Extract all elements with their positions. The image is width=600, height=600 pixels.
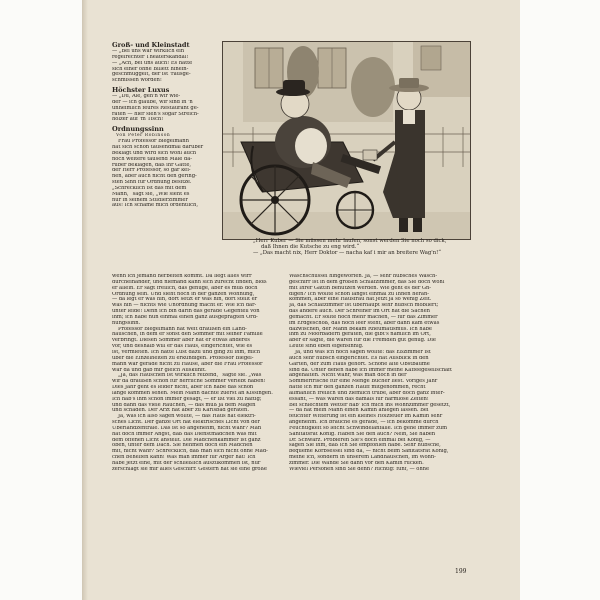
text-line: Professor Biegelmann hat weit draußen ein Land- bbox=[118, 326, 247, 332]
text-line: sich einer ohne Billett hinein- bbox=[112, 66, 189, 72]
text-line: Feuchtigkeit so leicht Schwindelanfälle. Ich gehe immer zum bbox=[289, 425, 448, 431]
text-line: auch sehr hübsch eingerichtet. Es hat Ausblick in den bbox=[289, 355, 429, 361]
section-ordnungssinn bbox=[112, 125, 215, 209]
text-line: bequeme Korbsessel sind da, — nicht beim Sanitätsrat König, bbox=[289, 449, 449, 455]
text-line: Waschschüssel hingeworfen. Ja, — sehr hübsches Wasch- bbox=[289, 274, 438, 279]
text-line: — da legt er was hin, dort setzt er was hin, dort stellt er bbox=[112, 297, 258, 303]
caption-line: „Herr Kuber — Sie müssen mehr laufen, sonst werden Sie noch so dick, bbox=[253, 238, 447, 244]
text-line: Bei schlechtem Wetter hab' ich mich ins Wohnzimmer gesetzt, bbox=[289, 402, 451, 408]
text-line: noch weitere tausend Male da- bbox=[112, 156, 192, 162]
text-line: er allein. Er sagt freilich, das genüge, aber es muß doch bbox=[112, 285, 258, 291]
text-line: der Herr Professor, so gar kei- bbox=[112, 168, 191, 174]
text-line: meine ich, sondern in unserem Landhäuschen, im Wohn- bbox=[289, 455, 436, 461]
right-column bbox=[289, 274, 467, 473]
section-heading: Ordnungssinn bbox=[112, 125, 164, 134]
section-gross-und-kleinstadt bbox=[112, 41, 215, 84]
text-line: mann war gerade nicht zu Hause, aber die Frau Professor bbox=[112, 361, 263, 367]
text-line: Ja, und was ich noch sagen wollte: das Eßzimmer ist bbox=[295, 349, 431, 355]
page-number: 199 bbox=[455, 568, 467, 575]
text-line: über die Einzelheiten zu erkundigen. Professor Biegel- bbox=[112, 355, 254, 361]
text-line: ihm zu Moorbädern geraten, die gibt's nämlich im Ort, bbox=[289, 332, 431, 338]
text-line: sind da. Unter denen habe ich immer meine Kaffeegesellschaft bbox=[289, 367, 452, 373]
text-line: beklagt und wird sich wohl auch bbox=[112, 150, 197, 156]
text-line: Dies Jahr geht es leider nicht, aber ich habe das schon bbox=[112, 385, 254, 391]
text-line: dem offenen Licht anstellt. Die Mädchenkammer ist ganz bbox=[112, 437, 261, 443]
text-line: hat sich schon tausendmal darüber bbox=[112, 144, 204, 150]
text-line: ihm; ich habe nun einmal einen ganz ausgeprägten Ord- bbox=[112, 314, 258, 320]
text-line: kommen, aber eine Hausfrau hat jetzt ja so wenig Zeit. bbox=[289, 297, 432, 303]
text-line: Ordnung sein. Und sieht noch in der ganzen Wohnung, bbox=[112, 291, 255, 297]
text-line: schmissen worden!“ bbox=[112, 78, 165, 84]
text-line: hat doch immer Angst, daß das Dienstmädchen was mit bbox=[112, 431, 257, 437]
text-line: nur in seinem Studierzimmer bbox=[112, 197, 188, 203]
section-body bbox=[112, 49, 215, 84]
text-line: oben, unter dem Dach. Sie nehmen doch ein Mädchen bbox=[112, 443, 253, 449]
text-line: „Schrecklich ist das mit dem bbox=[112, 185, 187, 191]
text-line: durcheinander, und niemand kann sich zurecht finden, bloß bbox=[112, 279, 267, 285]
left-column-lower bbox=[112, 274, 280, 473]
text-line: vor, und deshalb will er das Haus, eingerichtet, wie es bbox=[112, 344, 253, 350]
caption-line: — „Das macht nix, Herr Doktor — nacha kaf i mir an breitere Wag'n!“ bbox=[253, 250, 441, 256]
text-line: Garten, der zum Haus gehört. Schöne alte Obstbäume bbox=[289, 361, 430, 367]
text-line: mit Ihrer Gattin benützen werden. Wie geht es der Gn- bbox=[289, 285, 431, 291]
text-line: wir da draußen schon für herrliche Sommer verlebt haben! bbox=[112, 379, 266, 385]
text-line: rüber beklagen, daß ihr Gatte, bbox=[112, 162, 191, 168]
illustration-caption bbox=[253, 238, 471, 256]
illustration-carriage-scene bbox=[222, 41, 471, 240]
text-line: Ja, das Schlafzimmer ist überhaupt sehr hübsch möbliert; bbox=[289, 303, 439, 309]
text-line: ist, vermieten. Ich hatte Lust dazu und ging zu ihm, mich bbox=[112, 349, 261, 355]
text-line: raten — hier sieh's sogar Streich- bbox=[112, 111, 199, 117]
text-line: Ich hab's ihm schon immer gesagt, — er ißt viel zu haftig; bbox=[112, 396, 262, 402]
caption-line: daß Ihnen die Kutsche zu eng wird.“ bbox=[261, 244, 360, 250]
text-line: sches Licht. Der ganze Ort hat elektrisches Licht von der bbox=[112, 420, 260, 426]
text-line: digen? Ich wollte schon längst einmal zu Ihnen heran- bbox=[289, 291, 429, 297]
text-line: gemacht. Er sollte noch mehr machen, — für das Zimmer bbox=[289, 314, 438, 320]
text-line: Mann,“ sagt sie, „Wie sieht es bbox=[112, 191, 190, 197]
text-line: zimmer. Die Wände Sie dann vor den Kamin rücken. bbox=[289, 461, 424, 466]
text-line: sten Sinn für Ordnung besitze. bbox=[112, 180, 192, 186]
text-line: Ja, was ich also sagen wollte, — das Haus hat elektri- bbox=[118, 414, 256, 420]
text-line: Dr. Schwarz. Probieren Sie's doch einmal bei König, — bbox=[289, 437, 431, 443]
text-line: geschirr ist in dem großen Schlafzimmer, das Sie doch wohl bbox=[289, 279, 445, 285]
text-line: chen behelfen kann! Was man immer für Ärger hat! Ich bbox=[112, 455, 256, 461]
text-line: unheimlich feures Restaurant ge- bbox=[112, 105, 199, 111]
text-line: — „Ach, bei uns auch! Es hatte bbox=[112, 60, 193, 66]
left-column-upper bbox=[112, 41, 215, 209]
text-line: nen, aber auch nicht den gering- bbox=[112, 174, 197, 180]
text-line: — „Du, Ale, geh'n wir wie- bbox=[112, 94, 181, 100]
text-line: nungssinn.“ bbox=[112, 320, 143, 326]
text-line: verbringt. Diesen Sommer aber hat er etwas anderes bbox=[112, 338, 250, 344]
text-line: „Ja, das Häuschen ist wirklich reizend,“ sagte sie. „Was bbox=[118, 373, 262, 379]
section-heading: Höchster Luxus bbox=[112, 86, 170, 95]
text-line: feuchter Witterung ist ein kleines Holzfeuer im Kamin sehr bbox=[289, 414, 443, 420]
text-line: habe jetzt eine, mit der schließlich auszukommen ist, nur bbox=[112, 461, 261, 466]
section-body bbox=[112, 94, 215, 123]
text-line: dazwischen, der Mann bekam Rheumatismus. Ich habe bbox=[289, 326, 432, 332]
text-line: Wieviel Personen sind Sie denn? Richtig: fünf, — ohne bbox=[289, 466, 429, 472]
text-line: — da hat mein Mann einen Kamin anlegen lassen. Bei bbox=[289, 408, 429, 414]
text-line: Sanitätsrat König. Haben Sie den auch? Nein, Sie haben bbox=[289, 431, 436, 437]
text-line: unter leide! Denn ich bin darin das gerade Gegenteil von bbox=[112, 309, 260, 315]
text-line: häuschen, in dem er sonst den Sommer mit seiner Familie bbox=[112, 332, 263, 338]
text-line: regelrechter Theaterskandal!“ bbox=[112, 54, 191, 60]
text-line: aber er sagte, die wären für die Fremden gut genug. Die bbox=[289, 338, 436, 344]
text-line: zerschlägt sie mir alles Geschirr. Gestern hat sie eine große bbox=[112, 466, 267, 472]
text-line: wenn ich jemand herbeiten kommt. Da liegt alles wirr bbox=[112, 274, 252, 279]
text-line: geschmuggelt, der ist 'rausge- bbox=[112, 72, 191, 78]
carriage-drawing bbox=[223, 42, 470, 239]
text-line: war da und gab mir gleich Auskunft. bbox=[112, 367, 207, 373]
text-line: im Erdgeschoß, das noch leer steht, aber dann kam etwas bbox=[289, 320, 440, 326]
text-line: hölzer auf 'm Tisch!“ bbox=[112, 117, 166, 123]
section-heading: Groß- und Kleinstadt bbox=[112, 41, 190, 49]
text-line: essant, — was waren das damals für harmlose Zeiten! bbox=[289, 396, 429, 402]
text-line: der — ich glaube, wir sind in 'n bbox=[112, 99, 193, 105]
text-line: — „Bei uns war wirklich ein bbox=[112, 49, 185, 54]
text-line: Überlandzentrale. Das ist so angenehm, nicht wahr? Man bbox=[112, 425, 262, 431]
text-line: abgehalten. Nicht wahr, was man doch in der bbox=[289, 373, 407, 379]
text-line: allmählich freilich und ziemlich trübe, aber doch ganz inter- bbox=[289, 390, 445, 396]
text-line: Leute sind eben eigensinnig. bbox=[289, 344, 364, 350]
text-line: Frau Professor Biegelmann bbox=[118, 139, 189, 145]
author-byline: Von Peter Robinson bbox=[116, 133, 171, 139]
text-line: was hin — nichts wie Unordnung macht er. Wie ich dar- bbox=[112, 303, 257, 309]
text-line: sagen Sie ihm, daß ich Sie empfohlen habe. Sehr hübsche, bbox=[289, 443, 441, 449]
text-line: das andere auch. Der Schreiner im Ort hat die Sachen bbox=[289, 309, 430, 315]
text-line: Sommerfrische für eine Menge Bücher liest. Voriges Jahr bbox=[289, 379, 438, 385]
text-line: und dann das viele Rauchen, — das muß ja dem Magen bbox=[112, 402, 256, 408]
page-fold-shadow bbox=[82, 0, 88, 600]
text-line: lange kommen sehen. Mein Mann dachte zuerst an Kissingen. bbox=[112, 390, 273, 396]
section-body bbox=[112, 139, 215, 209]
text-line: und schaden. Der Arzt hat aber zu Karlsbad geraten. bbox=[112, 408, 249, 414]
text-line: angenehm. Ich brauche es gerade, — ich bekomme durch bbox=[289, 420, 439, 426]
text-line: mit, nicht wahr? Schrecklich, daß man sich nicht ohne Mäd- bbox=[112, 449, 268, 455]
text-line: aus! Ich schäme mich ordentlich, bbox=[112, 203, 198, 209]
section-hoechster-luxus bbox=[112, 86, 215, 123]
text-line: hatte ich mir den ganzen Hauff mitgenommen, recht bbox=[289, 385, 426, 391]
